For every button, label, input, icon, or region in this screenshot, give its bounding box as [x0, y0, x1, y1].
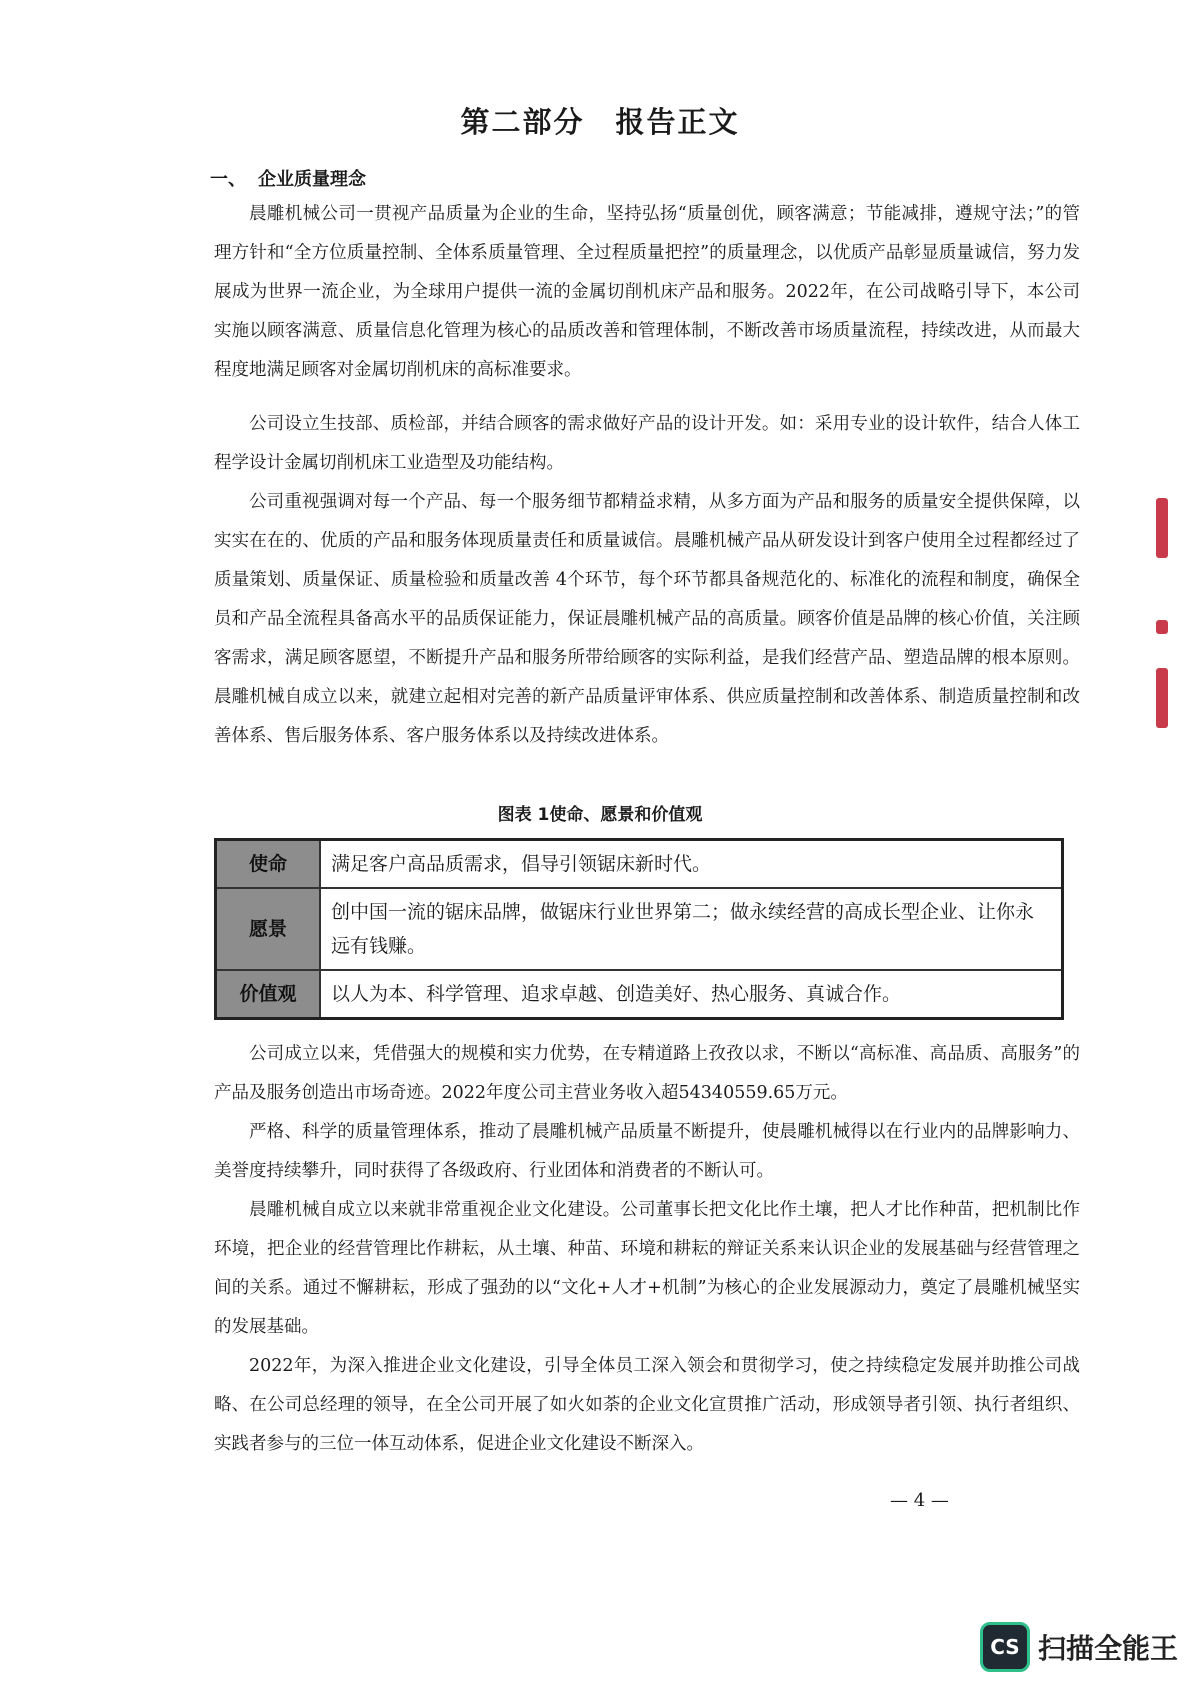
paragraph-culture-promotion: 2022年，为深入推进企业文化建设，引导全体员工深入领会和贯彻学习，使之持续稳定发展并助推公司战略、在公司总经理的领导，在全公司开展了如火如荼的企业文化宣贯推广活动，形成领导者引领、执行者组织、实践者参与的三位一体互动体系，促进企业文化建设不断深入。	[214, 1356, 1080, 1454]
paragraph-corporate-culture: 晨雕机械自成立以来就非常重视企业文化建设。公司董事长把文化比作土壤，把人才比作种苗，把机制比作环境，把企业的经营管理比作耕耘，从土壤、种苗、环境和耕耘的辩证关系来认识企业的发展基础与经营管理之间的关系。通过不懈耕耘，形成了强劲的以“文化+人才+机制”为核心的企业发展源动力，奠定了晨雕机械坚实的发展基础。	[214, 1200, 1080, 1337]
paragraph-revenue: 公司成立以来，凭借强大的规模和实力优势，在专精道路上孜孜以求，不断以“高标准、高品质、高服务”的产品及服务创造出市场奇迹。2022年度公司主营业务收入超54340559.65万元。	[214, 1044, 1080, 1103]
paragraph-quality-assurance: 公司重视强调对每一个产品、每一个服务细节都精益求精，从多方面为产品和服务的质量安全提供保障，以实实在在的、优质的产品和服务体现质量责任和质量诚信。晨雕机械产品从研发设计到客户使用全过程都经过了质量策划、质量保证、质量检验和质量改善 4个环节，每个环节都具备规范化的、标准化的流程和制度，确保全员和产品全流程具备高水平的品质保证能力，保证晨雕机械产品的高质量。顾客价值是品牌的核心价值，关注顾客需求，满足顾客愿望，不断提升产品和服务所带给顾客的实际利益，是我们经营产品、塑造品牌的根本原则。晨雕机械自成立以来，就建立起相对完善的新产品质量评审体系、供应质量控制和改善体系、制造质量控制和改善体系、售后服务体系、客户服务体系以及持续改进体系。	[214, 492, 1080, 746]
row-value-vision: 创中国一流的锯床品牌，做锯床行业世界第二；做永续经营的高成长型企业、让你永远有钱赚。	[320, 888, 1063, 970]
section-heading	[210, 165, 366, 191]
watermark-text: 扫描全能王	[1037, 1632, 1178, 1665]
mission-vision-values-table	[214, 838, 1064, 1020]
row-label-mission: 使命	[216, 840, 321, 889]
red-stamp-mark	[1156, 498, 1168, 558]
table-row	[216, 970, 1063, 1019]
row-value-mission: 满足客户高品质需求，倡导引领锯床新时代。	[320, 840, 1063, 889]
page-number: — 4 —	[890, 1490, 949, 1511]
section-heading-text: 企业质量理念	[258, 169, 366, 190]
scanner-watermark	[980, 1622, 1178, 1672]
red-stamp-mark	[1156, 620, 1168, 634]
table-row	[216, 840, 1063, 889]
paragraph-quality-philosophy: 晨雕机械公司一贯视产品质量为企业的生命，坚持弘扬“质量创优，顾客满意；节能减排，遵规守法；”的管理方针和“全方位质量控制、全体系质量管理、全过程质量把控”的质量理念，以优质产品彰显质量诚信，努力发展成为世界一流企业，为全球用户提供一流的金属切削机床产品和服务。2022年，在公司战略引导下，本公司实施以顾客满意、质量信息化管理为核心的品质改善和管理体制，不断改善市场质量流程，持续改进，从而最大程度地满足顾客对金属切削机床的高标准要求。	[214, 204, 1080, 380]
row-label-vision: 愿景	[216, 888, 321, 970]
row-label-values: 价值观	[216, 970, 321, 1019]
section-number: 一、	[210, 169, 246, 190]
red-stamp-mark	[1156, 668, 1168, 728]
paragraph-departments: 公司设立生技部、质检部，并结合顾客的需求做好产品的设计开发。如：采用专业的设计软件，结合人体工程学设计金属切削机床工业造型及功能结构。	[214, 414, 1080, 473]
paragraph-management-system: 严格、科学的质量管理体系，推动了晨雕机械产品质量不断提升，使晨雕机械得以在行业内的品牌影响力、美誉度持续攀升，同时获得了各级政府、行业团体和消费者的不断认可。	[214, 1122, 1080, 1181]
table-row	[216, 888, 1063, 970]
row-value-values: 以人为本、科学管理、追求卓越、创造美好、热心服务、真诚合作。	[320, 970, 1063, 1019]
page-title: 第二部分 报告正文	[460, 105, 740, 139]
camscanner-logo-icon: CS	[980, 1622, 1030, 1672]
table-caption: 图表 1使命、愿景和价值观	[497, 805, 703, 825]
